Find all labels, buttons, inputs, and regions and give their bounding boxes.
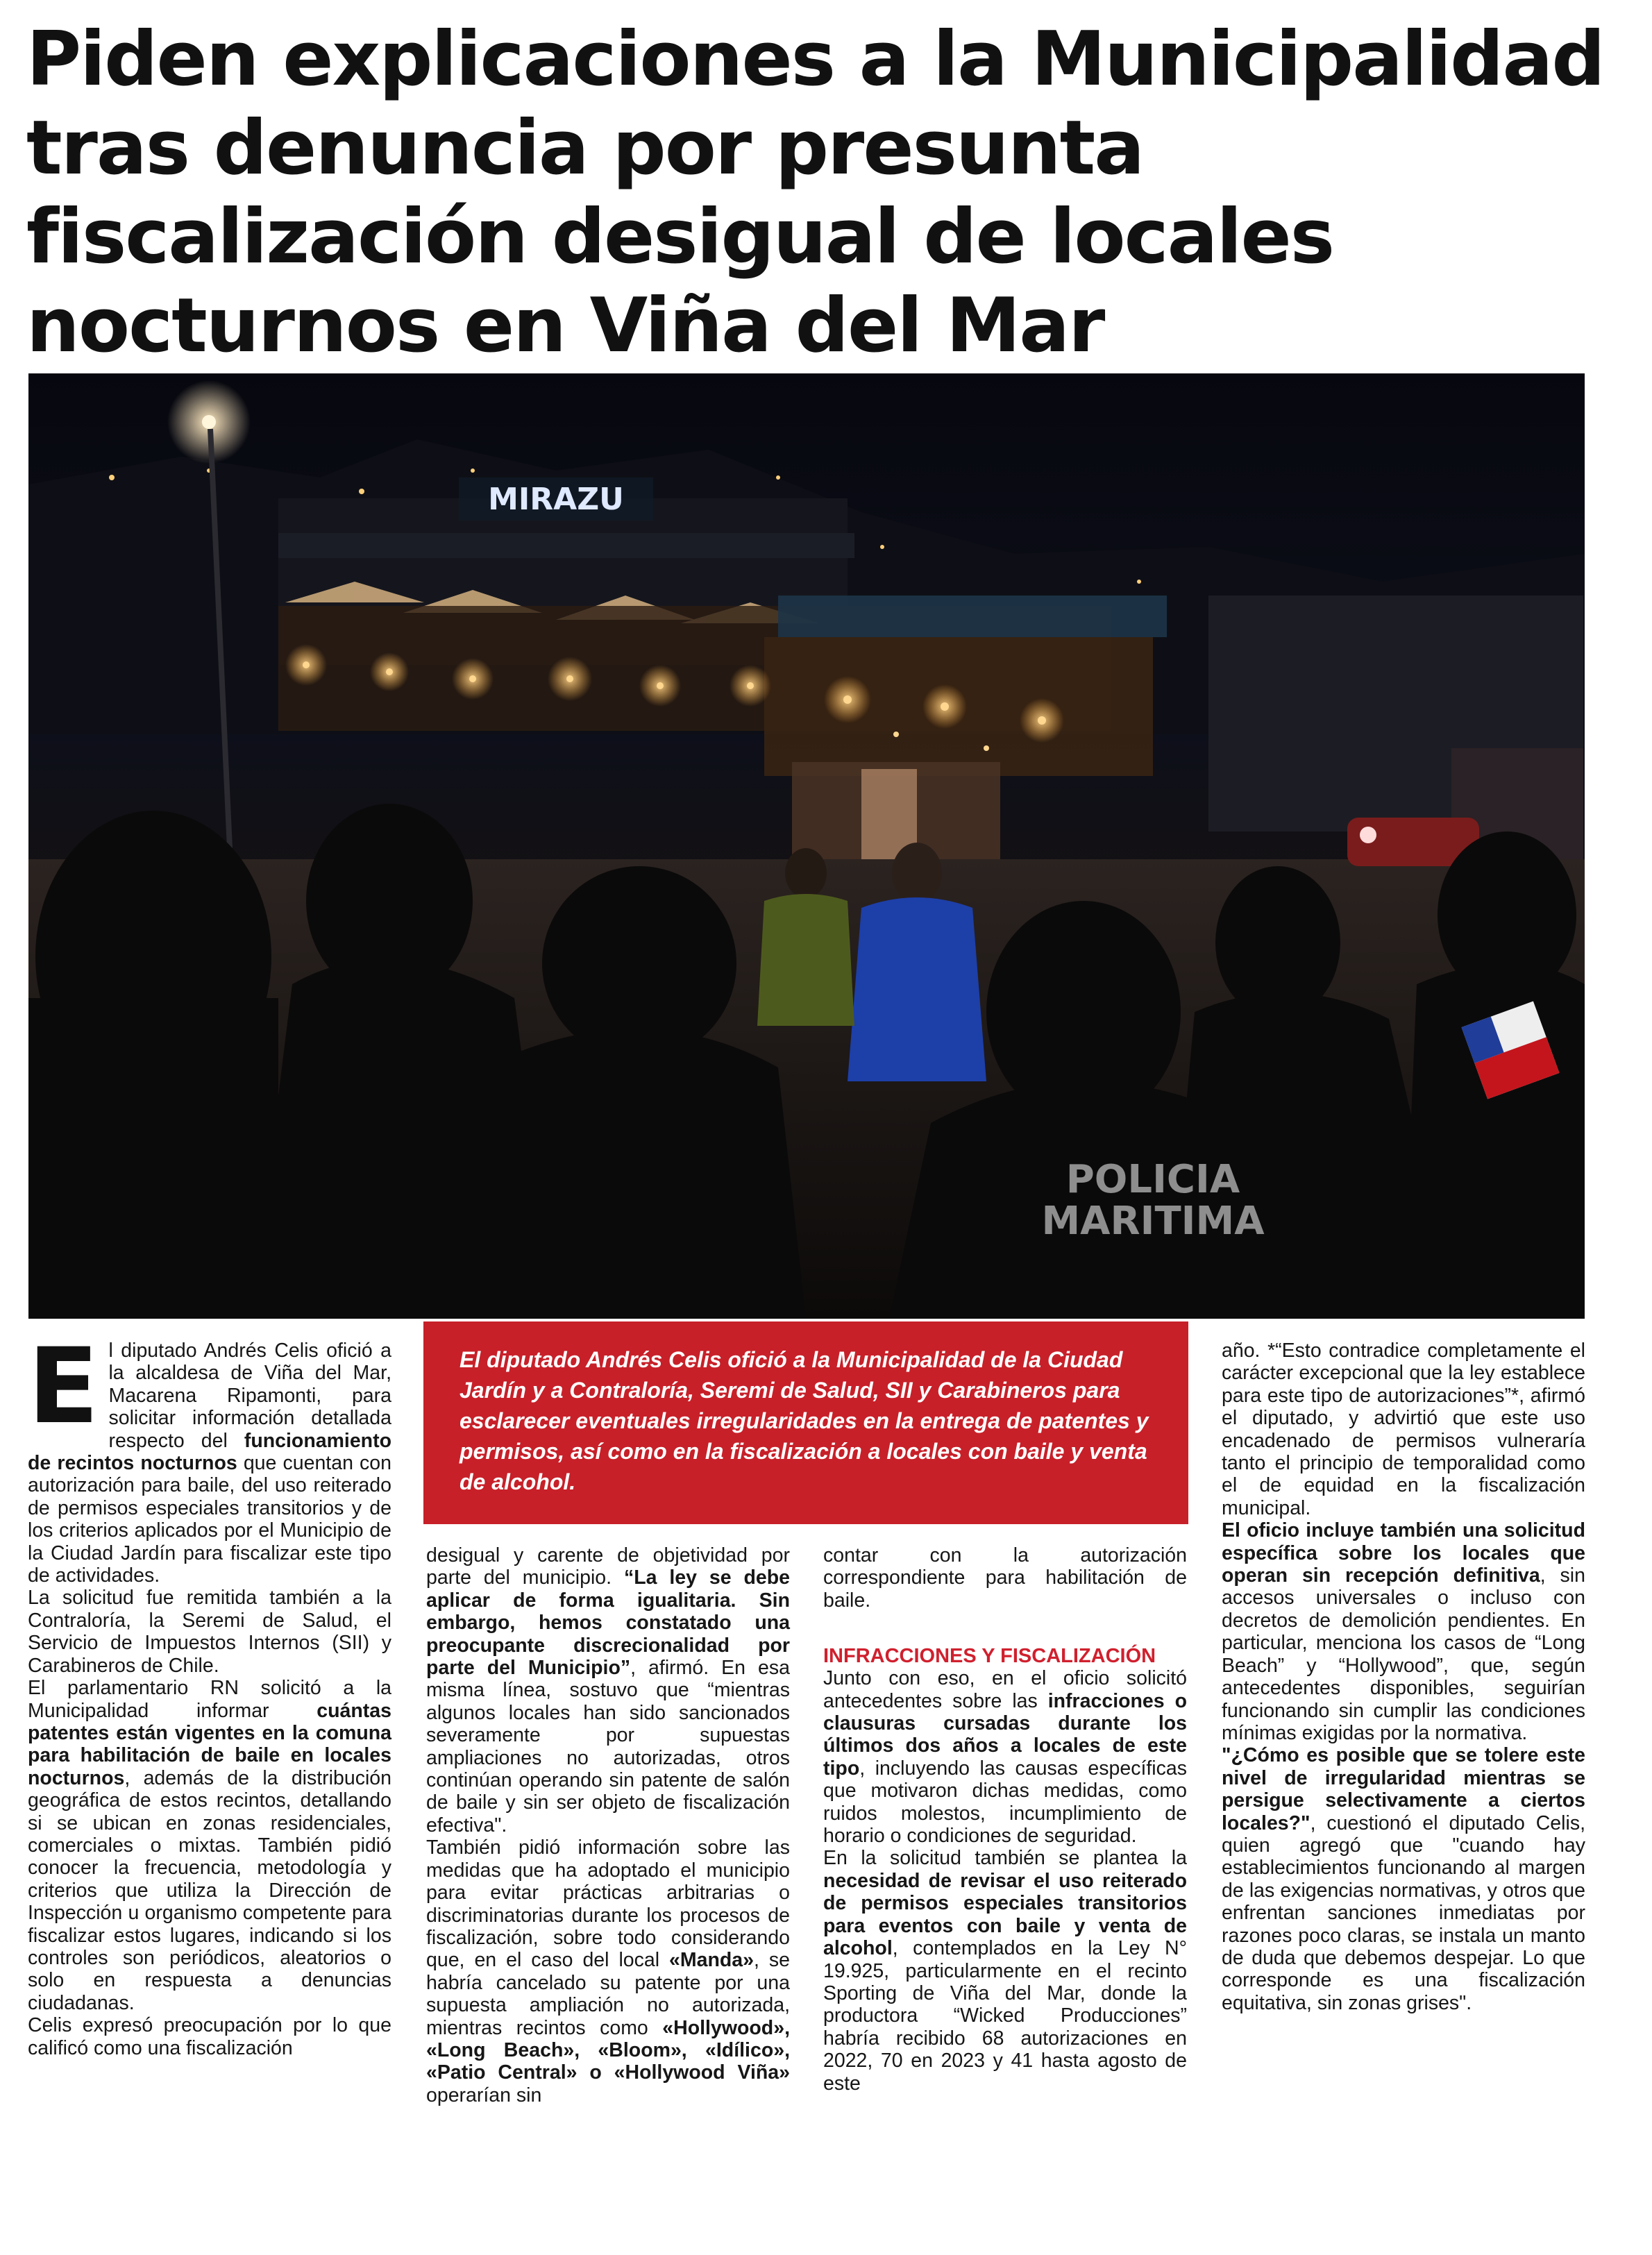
paragraph: En la solicitud también se plantea la necesidad de revisar el uso reiterado de permisos especiales transitorios para eventos con baile y venta de alcohol, contemplados en la Ley N° 19.925, particularmente en el recinto Sporting de Viña del Mar, donde la productora “Wicked Producciones” habría recibido 68 autorizaciones en 2022, 70 en 2023 y 41 hasta agosto de este — [823, 1847, 1187, 2095]
news-photo — [28, 373, 1585, 1319]
pull-quote-box — [423, 1321, 1188, 1524]
paragraph: desigual y carente de objetividad por parte del municipio. “La ley se debe aplicar de forma igualitaria. Sin embargo, hemos constatado una preocupante discrecionalidad por parte del Municipio”, afirmó. En esa misma línea, sostuvo que “mientras algunos locales han sido sancionados severamente por supuestas ampliaciones no autorizadas, otros continúan operando sin patente de salón de baile y sin ser objeto de fiscalización efectiva". — [426, 1544, 790, 1836]
paragraph: El diputado Andrés Celis ofició a la alcaldesa de Viña del Mar, Macarena Ripamonti, para solicitar información detallada respecto del funcionamiento de recintos nocturnos que cuentan con autorización para baile, del uso reiterado de permisos especiales transitorios y de los criterios aplicados por el Municipio de la Ciudad Jardín para fiscalizar este tipo de actividades. — [28, 1326, 391, 1587]
article-column-3 — [823, 1544, 1187, 2095]
paragraph: Celis expresó preocupación por lo que calificó como una fiscalización — [28, 2014, 391, 2059]
night-scene-illustration — [28, 373, 1585, 1319]
paragraph: El oficio incluye también una solicitud específica sobre los locales que operan sin recepción definitiva, sin accesos universales o incluso con decretos de demolición pendientes. En particular, menciona los casos de “Long Beach” y “Hollywood”, que, según antecedentes disponibles, seguirían funcionando sin cumplir las condiciones mínimas exigidas por la normativa. — [1222, 1519, 1585, 1744]
headline — [26, 15, 1623, 371]
article-column-1 — [28, 1326, 391, 2059]
paragraph: contar con la autorización correspondiente para habilitación de baile. — [823, 1544, 1187, 1612]
headline-line: nocturnos en Viña del Mar — [26, 282, 1104, 369]
article-column-4 — [1222, 1340, 1585, 2014]
article-column-2 — [426, 1544, 790, 2106]
paragraph: También pidió información sobre las medidas que ha adoptado el municipio para evitar prácticas arbitrarias o discriminatorias durante los procesos de fiscalización, sobre todo considerando que, en el caso del local «Manda», se habría cancelado su patente por una supuesta ampliación no autorizada, mientras recintos como «Hollywood», «Long Beach», «Bloom», «Idílico», «Patio Central» o «Hollywood Viña» operarían sin — [426, 1836, 790, 2106]
vest-text-line2: MARITIMA — [1041, 1199, 1265, 1244]
section-subhead: INFRACCIONES Y FISCALIZACIÓN — [823, 1645, 1156, 1668]
paragraph: "¿Cómo es posible que se tolere este nivel de irregularidad mientras se persigue selectivamente a ciertos locales?", cuestionó el diputado Celis, quien agregó que "cuando hay establecimientos funcionando al margen de las exigencias normativas, y otros que enfrentan sanciones inmediatas por razones poco claras, se instala un manto de duda que debemos despejar. Lo que corresponde es una fiscalización equitativa, sin zonas grises". — [1222, 1744, 1585, 2014]
paragraph: año. *“Esto contradice completamente el carácter excepcional que la ley establece para este tipo de autorizaciones”*, afirmó el diputado, y advirtió que este uso encadenado de permisos vulneraría tanto el principio de temporalidad como el de equidad en la fiscalización municipal. — [1222, 1340, 1585, 1519]
paragraph: El parlamentario RN solicitó a la Municipalidad informar cuántas patentes están vigentes en la comuna para habilitación de baile en locales nocturnos, además de la distribución geográfica de estos recintos, detallando si se ubican en zonas residenciales, comerciales o mixtas. También pidió conocer la frecuencia, metodología y criterios que utiliza la Dirección de Inspección u organismo competente para fiscalizar estos lugares, indicando si los controles son periódicos, aleatorios o solo en respuesta a denuncias ciudadanas. — [28, 1677, 391, 2014]
headline-line: fiscalización desigual de locales — [26, 194, 1334, 280]
headline-line: Piden explicaciones a la Municipalidad — [26, 16, 1604, 103]
pull-quote: El diputado Andrés Celis ofició a la Municipalidad de la Ciudad Jardín y a Contraloría, Seremi de Salud, SII y Carabineros para esclarecer eventuales irregularidades en la entrega de patentes y permisos, así como en la fiscalización a locales con baile y venta de alcohol. — [460, 1347, 1149, 1494]
paragraph: Junto con eso, en el oficio solicitó antecedentes sobre las infracciones o clausuras cursadas durante los últimos dos años a locales de este tipo, incluyendo las causas específicas que motivaron dichas medidas, como ruidos molestos, incumplimiento de horario o condiciones de seguridad. — [823, 1667, 1187, 1848]
headline-line: tras denuncia por presunta — [26, 105, 1144, 192]
drop-cap: E — [28, 1326, 99, 1447]
building-sign: MIRAZU — [488, 482, 624, 517]
vest-text-line1: POLICIA — [1065, 1157, 1240, 1202]
paragraph: La solicitud fue remitida también a la Contraloría, la Seremi de Salud, el Servicio de Impuestos Internos (SII) y Carabineros de Chile. — [28, 1587, 391, 1677]
